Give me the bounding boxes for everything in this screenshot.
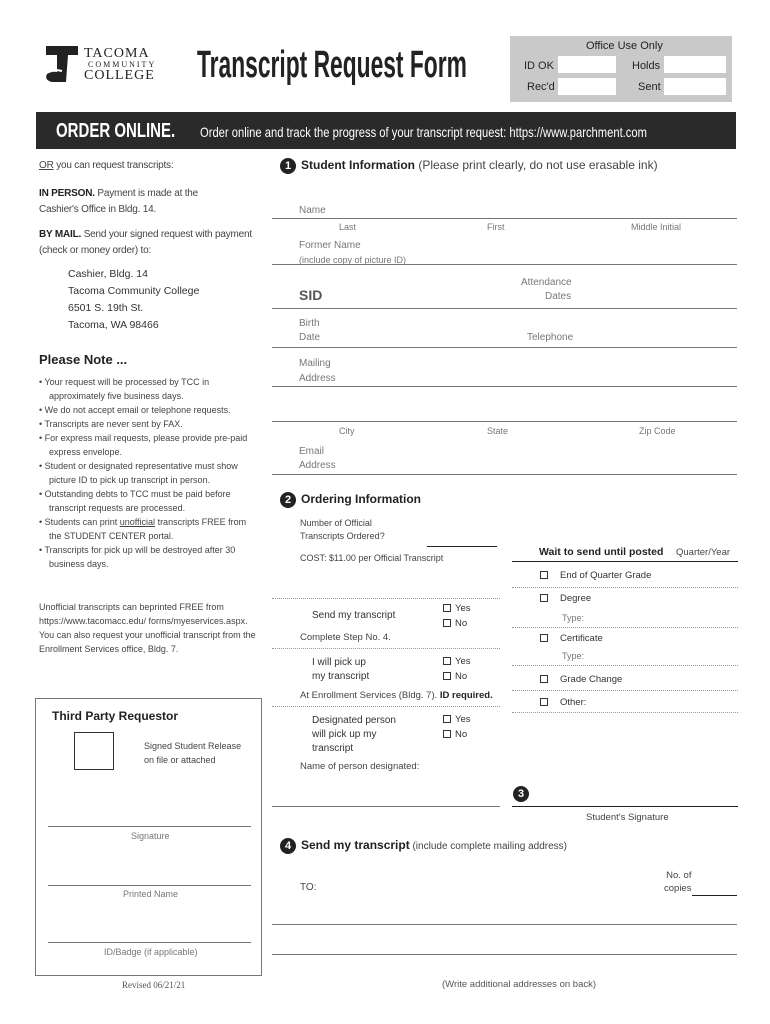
address-line: Tacoma, WA 98466: [68, 319, 159, 331]
third-party-box: [35, 698, 262, 976]
note-underlined: unofficial: [119, 517, 156, 527]
designated-name-label: Name of person designated:: [300, 761, 420, 772]
sent-field[interactable]: [664, 78, 726, 95]
enrollment-text: At Enrollment Services (Bldg. 7).: [300, 690, 440, 701]
in-person-bold: IN PERSON.: [39, 188, 95, 199]
additional-addresses-note: (Write additional addresses on back): [442, 979, 597, 990]
sent-label: Sent: [638, 81, 661, 93]
address-line-1[interactable]: [272, 386, 737, 387]
banner-text: Order online and track the progress of your transcript request: https://www.parchment.com: [200, 124, 647, 140]
id-ok-field[interactable]: [558, 56, 616, 73]
release-label: Signed Student Release on file or attached: [144, 741, 242, 765]
address-line: Cashier, Bldg. 14: [68, 268, 148, 280]
zip-label: Zip Code: [639, 426, 676, 436]
note-text: We do not accept email or telephone requests.: [44, 405, 231, 415]
id-ok-label: ID OK: [524, 60, 554, 72]
sid-field[interactable]: [272, 308, 737, 309]
former-name-field[interactable]: [272, 264, 737, 265]
degree-label: Degree: [560, 593, 592, 604]
by-mail-bold: BY MAIL.: [39, 229, 82, 240]
first-label: First: [487, 222, 505, 232]
recd-field[interactable]: [558, 78, 616, 95]
list-item: • We do not accept email or telephone requests.: [39, 405, 231, 415]
section1-header: [280, 158, 658, 174]
checkbox[interactable]: [540, 634, 548, 642]
birth-phone-field[interactable]: [272, 347, 737, 348]
send-no-option[interactable]: [443, 618, 467, 629]
number-ordered-label: [300, 517, 385, 543]
section4-sub: (include complete mailing address): [409, 841, 567, 852]
enrollment-note: [300, 690, 493, 701]
holds-label: Holds: [632, 60, 661, 72]
note-text: transcripts FREE from the STUDENT CENTER portal.: [49, 517, 247, 541]
checkbox[interactable]: [443, 672, 451, 680]
city-label: City: [339, 426, 355, 436]
intro-line: [39, 160, 173, 171]
yes-label: Yes: [455, 603, 471, 614]
checkbox[interactable]: [540, 571, 548, 579]
wait-heading: Wait to send until posted: [539, 546, 664, 558]
former-name-note: (include copy of picture ID): [299, 255, 407, 265]
divider: [512, 587, 738, 588]
revised-date: Revised 06/21/21: [122, 980, 186, 990]
step-number: 3: [513, 786, 529, 802]
designated-line: will pick up my: [312, 729, 377, 740]
by-mail-text: [39, 227, 254, 259]
checkbox[interactable]: [443, 619, 451, 627]
step-number: 4: [280, 838, 296, 854]
note-text: Transcripts are never sent by FAX.: [44, 419, 183, 429]
to-label: TO:: [300, 882, 317, 893]
send-option-label: Send my transcript: [312, 610, 396, 621]
tp-printed-line[interactable]: [48, 885, 251, 886]
tcc-logo-icon: [42, 44, 80, 84]
cost-label: COST: $11.00 per Official Transcript: [300, 553, 444, 563]
in-person-desc: Payment is made at the Cashier's Office in Bldg. 14.: [39, 188, 199, 215]
middle-initial-label: Middle Initial: [631, 222, 682, 232]
email-address-label: Address: [299, 460, 336, 471]
no-label: No: [455, 729, 468, 740]
list-item: • Transcripts for pick up will be destroyed after 30 business days.: [39, 545, 236, 569]
student-signature-label: Student's Signature: [586, 812, 669, 823]
list-item: • Students can print unofficial transcripts FREE from the STUDENT CENTER portal.: [39, 517, 247, 541]
section4-header: [280, 838, 567, 854]
certificate-label: Certificate: [560, 633, 603, 644]
mailing-label: Mailing: [299, 358, 331, 369]
checkbox[interactable]: [443, 715, 451, 723]
send-yes-option[interactable]: [443, 603, 471, 614]
email-field[interactable]: [272, 474, 737, 475]
section4-title: Send my transcript: [301, 838, 410, 852]
pickup-option-label: [312, 656, 369, 684]
checkbox[interactable]: [540, 698, 548, 706]
attendance-dates-label: Dates: [545, 291, 572, 302]
tp-signature-label: Signature: [131, 831, 170, 841]
copies-label: [664, 869, 691, 895]
quarter-year-label: Quarter/Year: [676, 547, 731, 558]
note-text: For express mail requests, please provide pre-paid express envelope.: [44, 433, 248, 457]
in-person-text: [39, 186, 239, 218]
pickup-line: I will pick up: [312, 657, 366, 668]
divider: [512, 712, 738, 713]
section1-sub: (Please print clearly, do not use erasable ink): [415, 158, 658, 172]
degree-option[interactable]: [540, 593, 591, 604]
no-label: No: [455, 618, 468, 629]
wait-heading-line: [512, 561, 738, 562]
attendance-label: Attendance: [521, 277, 572, 288]
checkbox[interactable]: [443, 657, 451, 665]
page-title: Transcript Request Form: [197, 44, 467, 86]
checkbox[interactable]: [443, 604, 451, 612]
list-item: • Outstanding debts to TCC must be paid before transcript requests are processed.: [39, 489, 231, 513]
release-checkbox[interactable]: [74, 732, 114, 770]
office-heading: Office Use Only: [586, 40, 663, 52]
address-line-2[interactable]: [272, 421, 737, 422]
step-number: 2: [280, 492, 296, 508]
other-label: Other:: [560, 697, 587, 708]
holds-field[interactable]: [664, 56, 726, 73]
divider: [512, 665, 738, 666]
no-label: No: [455, 671, 468, 682]
address-line: 6501 S. 19th St.: [68, 302, 144, 314]
mailing-address-block: [68, 266, 199, 334]
or-rest: you can request transcripts:: [53, 160, 174, 171]
list-item: • For express mail requests, please provide pre-paid express envelope.: [39, 433, 248, 457]
divider: [272, 706, 500, 707]
email-label: Email: [299, 446, 325, 457]
or-underlined: OR: [39, 160, 54, 171]
yes-label: Yes: [455, 714, 471, 725]
list-item: • Transcripts are never sent by FAX.: [39, 419, 183, 429]
pickup-yes-option[interactable]: [443, 656, 471, 667]
telephone-label: Telephone: [527, 332, 574, 343]
tp-id-label: ID/Badge (if applicable): [104, 947, 198, 957]
designated-line: Designated person: [312, 715, 396, 726]
designated-option-label: [312, 714, 396, 756]
checkbox[interactable]: [540, 594, 548, 602]
send-address-line-1[interactable]: [272, 924, 737, 925]
send-address-line-2[interactable]: [272, 954, 737, 955]
unofficial-text: Unofficial transcripts can beprinted FREE from https://www.tacomacc.edu/ forms/myeservices.aspx. You can also request your unofficial transcript from the Enrollment Services office, Bldg. 7.: [39, 602, 256, 654]
checkbox[interactable]: [540, 675, 548, 683]
number-ordered-line: Number of Official: [300, 518, 372, 528]
degree-type-label: Type:: [562, 613, 585, 623]
section3-header: [513, 786, 534, 802]
note-text: Your request will be processed by TCC in approximately five business days.: [44, 377, 210, 401]
note-text: Transcripts for pick up will be destroyed after 30 business days.: [44, 545, 236, 569]
pickup-no-option[interactable]: [443, 671, 467, 682]
logo-line-3: COLLEGE: [84, 68, 155, 83]
name-field[interactable]: [272, 218, 737, 219]
yes-label: Yes: [455, 656, 471, 667]
number-ordered-line: Transcripts Ordered?: [300, 531, 385, 541]
grade-change-option[interactable]: [540, 674, 622, 685]
note-text: Student or designated representative must show picture ID to pick up transcript in person.: [44, 461, 238, 485]
address-line: Tacoma Community College: [68, 285, 200, 297]
complete-step-4: Complete Step No. 4.: [300, 632, 391, 643]
id-required: ID required.: [439, 690, 493, 701]
last-label: Last: [339, 222, 357, 232]
tp-signature-line[interactable]: [48, 826, 251, 827]
third-party-title: Third Party Requestor: [52, 709, 179, 723]
divider: [272, 648, 500, 649]
name-label: Name: [299, 205, 326, 216]
grade-change-label: Grade Change: [560, 674, 623, 685]
list-item: • Student or designated representative must show picture ID to pick up transcript in person.: [39, 461, 238, 485]
copies-line: copies: [664, 883, 692, 894]
step-number: 1: [280, 158, 296, 174]
end-of-quarter-label: End of Quarter Grade: [560, 570, 652, 581]
office-use-box: [510, 36, 732, 102]
birth-label: Birth: [299, 318, 320, 329]
tp-printed-label: Printed Name: [123, 889, 179, 899]
recd-label: Rec'd: [527, 81, 555, 93]
state-label: State: [487, 426, 509, 436]
logo-line-2: COMMUNITY: [88, 60, 157, 69]
order-online-banner: [36, 112, 736, 149]
note-text: Students can print: [44, 517, 120, 527]
section2-header: [280, 492, 421, 508]
sid-label: SID: [299, 287, 323, 303]
notes-list: [39, 375, 254, 571]
designated-line: transcript: [312, 743, 354, 754]
section2-title: Ordering Information: [301, 492, 421, 506]
divider: [512, 690, 738, 691]
copies-field[interactable]: [692, 895, 737, 896]
banner-bold: ORDER ONLINE.: [56, 120, 176, 142]
copies-line: No. of: [666, 870, 692, 881]
section1-title: Student Information: [301, 158, 415, 172]
designated-name-field[interactable]: [272, 806, 500, 807]
please-note-title: Please Note ...: [39, 352, 128, 367]
divider: [272, 598, 500, 599]
mailing-address-label: Address: [299, 373, 336, 384]
former-name-label: Former Name: [299, 240, 361, 251]
logo-line-1: TACOMA: [84, 46, 150, 61]
certificate-type-label: Type:: [562, 651, 585, 661]
list-item: • Your request will be processed by TCC in approximately five business days.: [39, 377, 210, 401]
birth-date-label: Date: [299, 332, 321, 343]
designated-no-option[interactable]: [443, 729, 467, 740]
note-text: Outstanding debts to TCC must be paid before transcript requests are processed.: [44, 489, 231, 513]
tp-id-line[interactable]: [48, 942, 251, 943]
number-ordered-field[interactable]: [427, 546, 497, 547]
pickup-line: my transcript: [312, 671, 370, 682]
checkbox[interactable]: [443, 730, 451, 738]
college-logo: [42, 44, 172, 86]
divider: [512, 627, 738, 628]
student-signature-field[interactable]: [512, 806, 738, 807]
by-mail-desc: Send your signed request with payment (check or money order) to:: [39, 229, 252, 256]
certificate-option[interactable]: [540, 633, 603, 644]
designated-yes-option[interactable]: [443, 714, 471, 725]
other-option[interactable]: [540, 697, 586, 708]
end-of-quarter-option[interactable]: [540, 570, 651, 581]
